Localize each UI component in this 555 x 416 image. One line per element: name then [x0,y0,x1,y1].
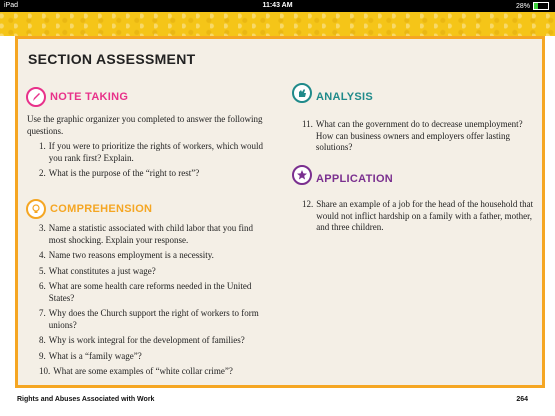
question-number: 1. [39,141,46,151]
question-text: Why does the Church support the right of workers to form unions? [48,308,259,330]
assessment-card [15,36,545,388]
question-number: 7. [39,308,46,318]
analysis-heading [292,83,373,103]
analysis-list [302,119,534,158]
device-name: iPad [4,2,19,9]
battery-status [516,2,549,10]
question-text: Share an example of a job for the head of the household that would not inflict hardship on a family with a father, mother, and three children. [316,199,534,232]
question-item [39,266,267,278]
question-text: What can the government do to decrease unemployment? How can business owners and employers offer lasting solutions? [315,119,523,152]
question-item [39,141,267,164]
question-text: What are some health care reforms needed in the United States? [48,281,252,303]
question-number: 4. [39,250,46,260]
note-taking-heading [26,87,128,107]
question-item [39,281,267,304]
question-number: 12. [302,199,314,209]
clock: 11:43 AM [262,2,293,9]
question-number: 6. [39,281,46,291]
note-taking-intro: Use the graphic organizer you completed to answer the following questions. [27,114,263,136]
question-text: What are some examples of “white collar crime”? [53,366,233,376]
question-text: What is the purpose of the “right to rest”? [48,168,200,178]
question-item [39,366,267,378]
question-item [39,250,267,262]
question-item [302,119,534,154]
question-number: 3. [39,223,46,233]
question-text: Name two reasons employment is a necessity. [48,250,214,260]
application-label: APPLICATION [316,173,394,185]
comprehension-label: COMPREHENSION [50,203,153,215]
question-number: 2. [39,168,46,178]
question-text: What is a “family wage”? [48,350,142,361]
application-heading [292,165,393,185]
note-taking-label: NOTE TAKING [50,91,129,103]
question-number: 8. [39,335,46,345]
page-number: 264 [516,396,528,403]
status-bar [0,0,555,12]
question-item [39,335,267,347]
question-text: If you were to prioritize the rights of workers, which would you rank first? Explain. [48,141,263,163]
star-icon [292,165,312,185]
question-number: 11. [302,119,313,129]
page-title: SECTION ASSESSMENT [28,51,196,67]
note-taking-body [27,114,267,184]
hand-icon [292,83,312,103]
question-item [39,308,267,331]
question-number: 5. [39,265,46,276]
question-item [39,351,267,363]
question-item [39,223,267,246]
question-number: 9. [39,350,46,361]
analysis-label: ANALYSIS [316,91,374,103]
question-text: What constitutes a just wage? [48,265,156,276]
question-text: Name a statistic associated with child labor that you find most shocking. Explain your response. [48,223,253,245]
battery-icon [533,2,549,10]
comprehension-list [39,223,267,382]
application-list [302,199,534,238]
question-text: Why is work integral for the development of families? [48,335,245,345]
question-number: 10. [39,366,51,376]
decorative-header-band [0,12,555,36]
comprehension-heading [26,199,152,219]
question-item [302,199,534,234]
question-item [39,168,267,180]
chapter-title: Rights and Abuses Associated with Work [17,396,155,403]
lightbulb-icon [26,199,46,219]
pencil-icon [26,87,46,107]
battery-percent: 28% [515,2,530,10]
battery-fill [534,3,538,9]
